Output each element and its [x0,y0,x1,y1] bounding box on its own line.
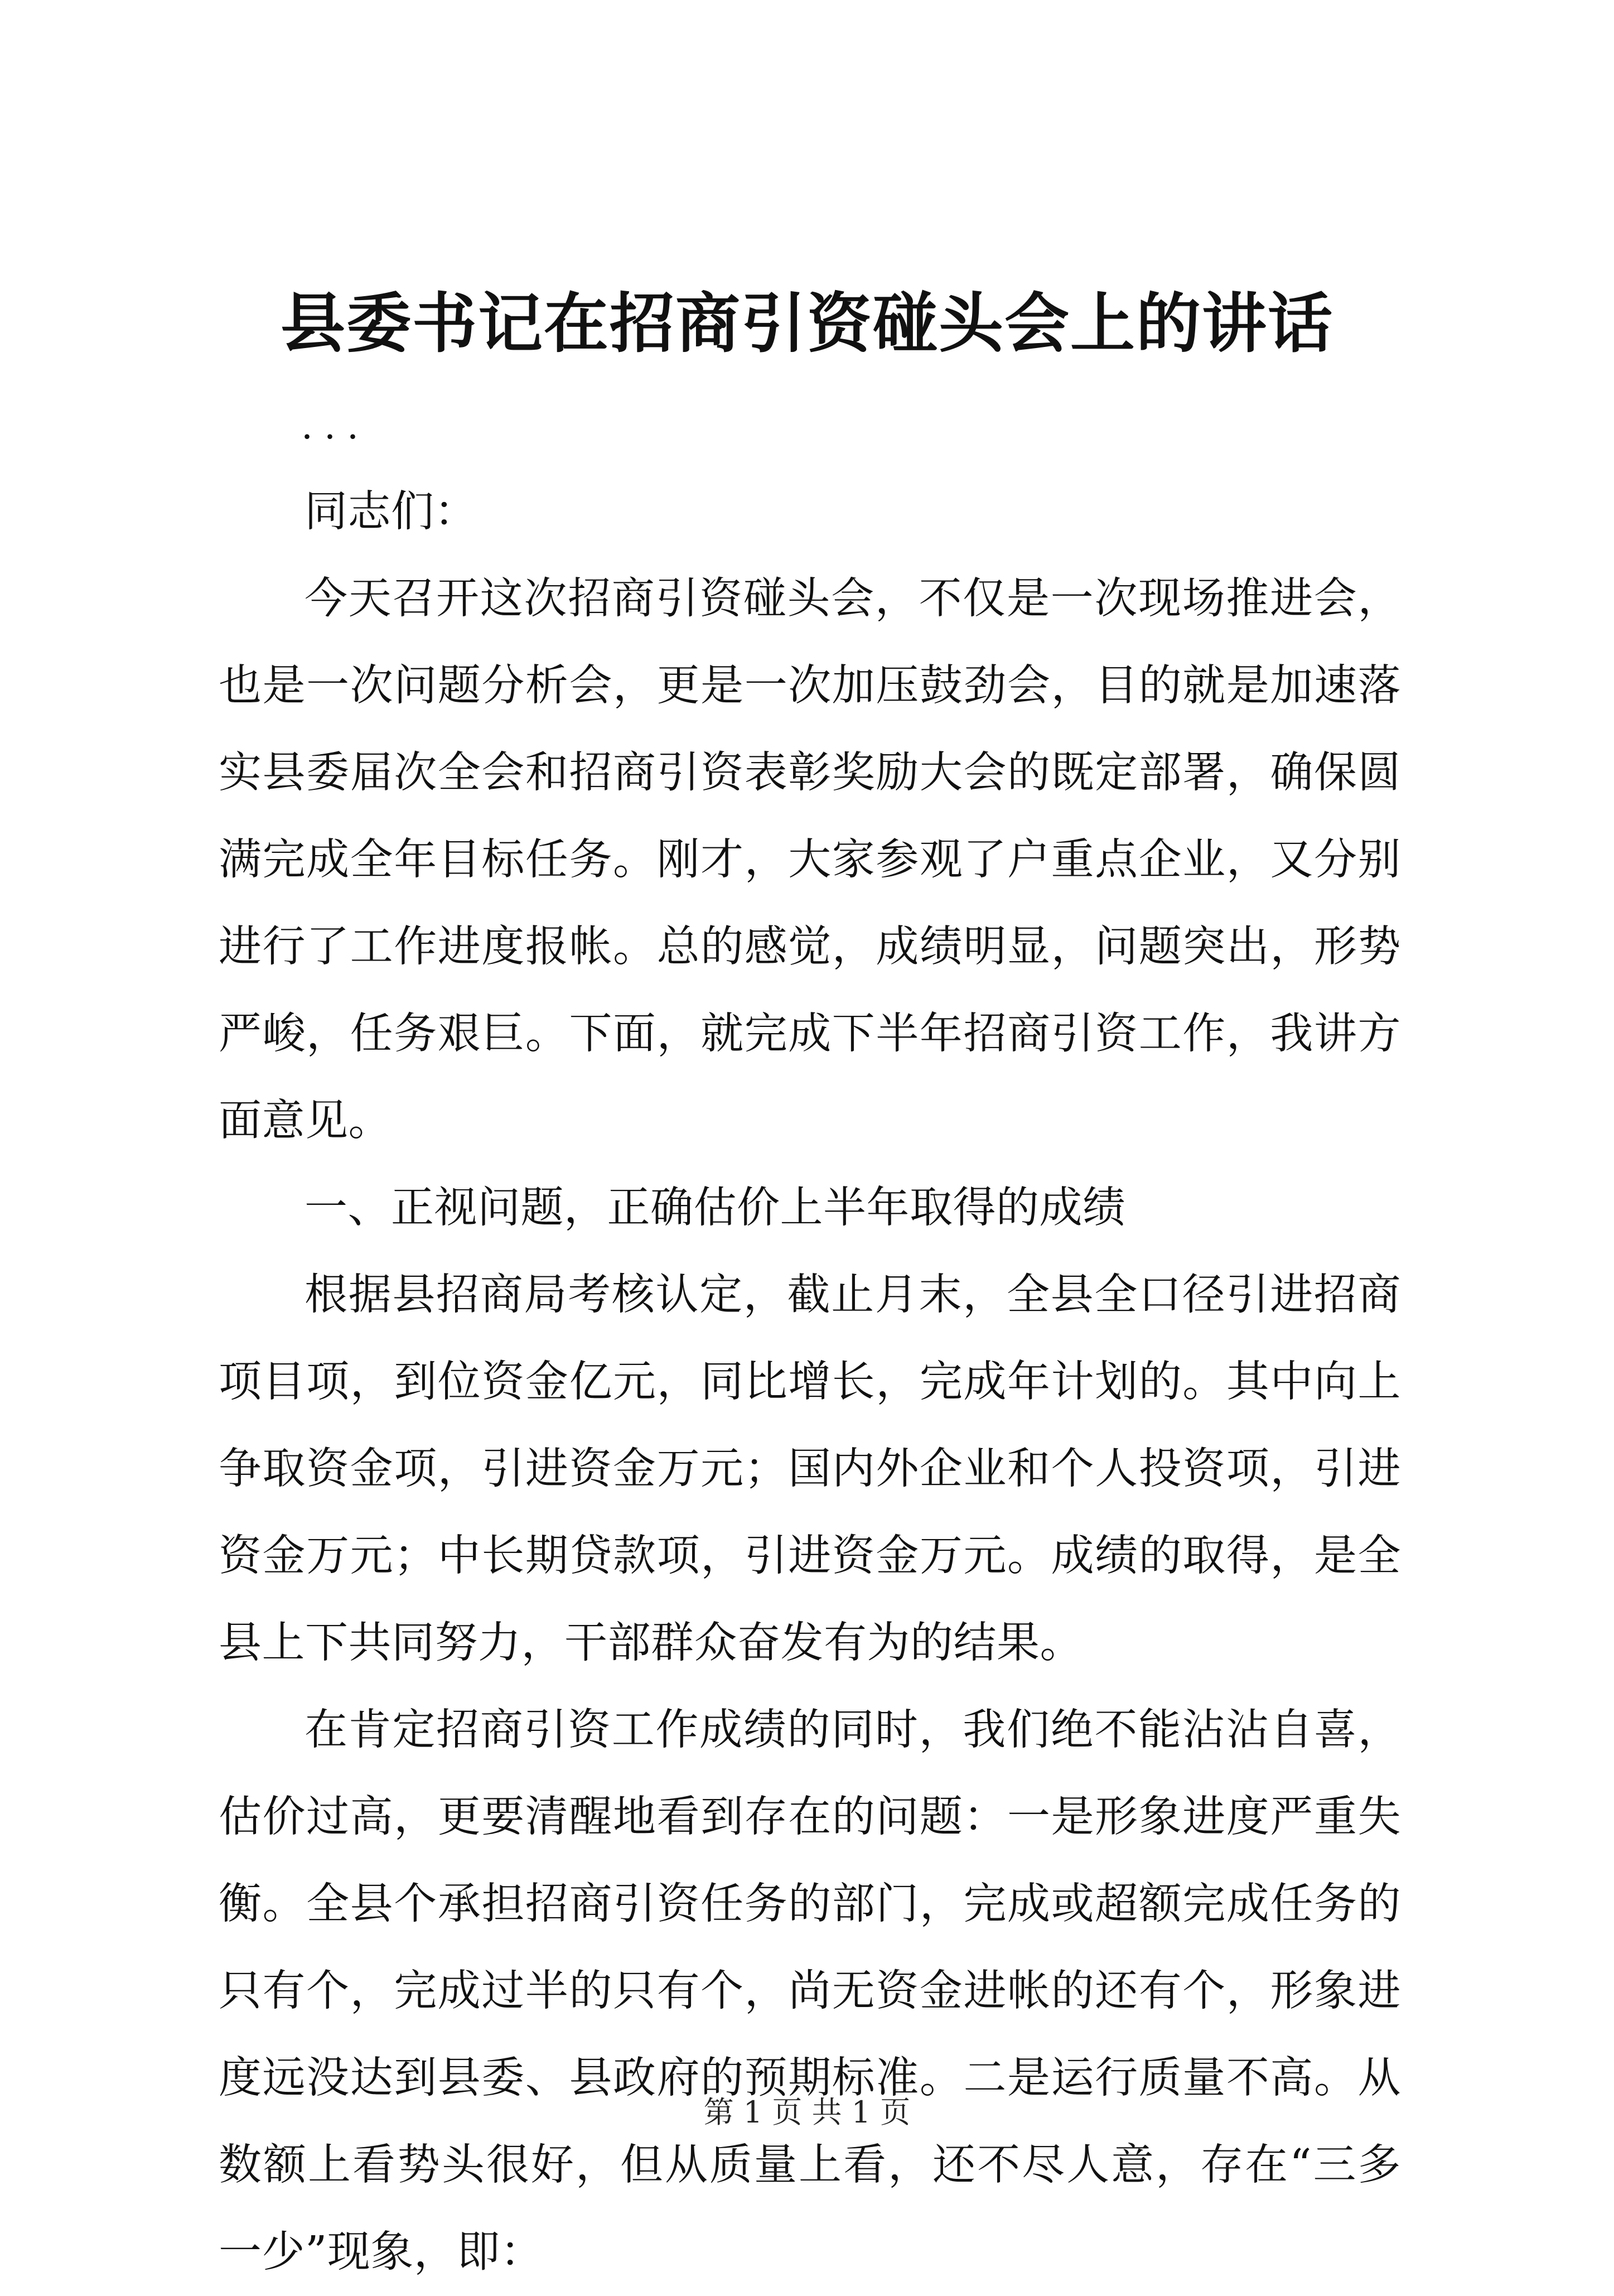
document-body [219,469,1401,2296]
page-footer: 第 1 页 共 1 页 [703,2095,911,2130]
section-heading: 一、正视问题，正确估价上半年取得的成绩 [305,1183,1126,1233]
ellipsis-marker: ... [301,404,370,447]
paragraph: 今天召开这次招商引资碰头会，不仅是一次现场推进会，也是一次问题分析会，更是一次加压鼓劲会，目的就是加速落实县委届次全会和招商引资表彰奖励大会的既定部署，确保圆满完成全年目标任务。刚才，大家参观了户重点企业，又分别进行了工作进度报帐。总的感觉，成绩明显，问题突出，形势严峻，任务艰巨。下面，就完成下半年招商引资工作，我讲方面意见。 [219,574,1401,1146]
document-title: 县委书记在招商引资碰头会上的讲话 [281,286,1333,361]
paragraph: 根据县招商局考核认定，截止月末，全县全口径引进招商项目项，到位资金亿元，同比增长，完成年计划的。其中向上争取资金项，引进资金万元；国内外企业和个人投资项，引进资金万元；中长期贷款项，引进资金万元。成绩的取得，是全县上下共同努力，干部群众奋发有为的结果。 [219,1270,1401,1668]
paragraph-salutation: 同志们： [305,487,477,537]
paragraph: 在肯定招商引资工作成绩的同时，我们绝不能沾沾自喜，估价过高，更要清醒地看到存在的问题：一是形象进度严重失衡。全县个承担招商引资任务的部门，完成或超额完成任务的只有个，完成过半的只有个，尚无资金进帐的还有个，形象进度远没达到县委、县政府的预期标准。二是运行质量不高。从数额上看势头很好，但从质量上看，还不尽人意，存在“三多一少”现象，即： [219,1705,1401,2277]
